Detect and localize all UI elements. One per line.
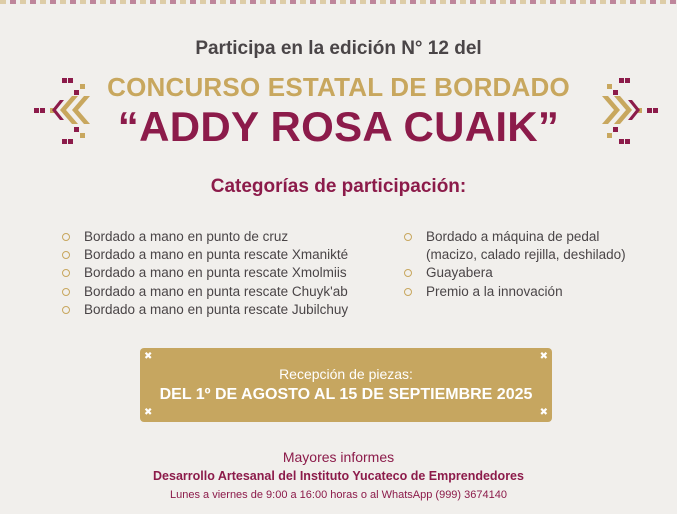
category-label: Bordado a mano en punta rescate Chuyk'ab xyxy=(84,283,348,299)
category-label: Bordado a mano en punta rescate Xmanikté xyxy=(84,247,349,263)
list-item xyxy=(62,264,382,282)
reception-label: Recepción de piezas: xyxy=(279,366,413,382)
more-info-label: Mayores informes xyxy=(282,449,395,465)
category-detail: (macizo, calado rejilla, deshilado) xyxy=(426,247,626,263)
categories-list-right xyxy=(404,228,664,301)
list-item xyxy=(62,246,382,264)
category-label: Bordado a mano en punta rescate Xmolmiis xyxy=(84,265,347,281)
ring-bullet-icon xyxy=(62,269,70,277)
embroidery-ornament-icon xyxy=(596,76,660,146)
reception-dates: DEL 1º DE AGOSTO AL 15 DE SEPTIEMBRE 2025 xyxy=(159,386,533,403)
category-label: Premio a la innovación xyxy=(426,283,563,299)
x-mark-icon: ✖ xyxy=(144,407,153,418)
organization-name: Desarrollo Artesanal del Instituto Yucateco de Emprendedores xyxy=(153,469,524,483)
contest-title: CONCURSO ESTATAL DE BORDADO xyxy=(107,72,570,102)
categories-title: Categorías de participación: xyxy=(210,176,467,197)
x-mark-icon: ✖ xyxy=(144,351,153,362)
ring-bullet-icon xyxy=(404,233,412,241)
category-label: Bordado a mano en punto de cruz xyxy=(84,229,289,244)
ring-bullet-icon xyxy=(62,251,70,259)
x-mark-icon: ✖ xyxy=(539,407,548,418)
list-item xyxy=(404,228,664,246)
category-label: Bordado a mano en punta rescate Jubilchuy xyxy=(84,301,349,317)
ring-bullet-icon xyxy=(62,233,70,241)
reception-banner xyxy=(140,348,552,422)
list-item-continuation xyxy=(404,246,664,264)
intro-text: Participa en la edición N° 12 del xyxy=(195,38,482,59)
category-label: Bordado a máquina de pedal xyxy=(426,229,600,244)
ring-bullet-icon xyxy=(62,306,70,314)
ring-bullet-icon xyxy=(62,288,70,296)
ring-bullet-icon xyxy=(404,269,412,277)
contact-hours: Lunes a viernes de 9:00 a 16:00 horas o al WhatsApp (999) 3674140 xyxy=(170,489,507,501)
list-item xyxy=(404,264,664,282)
contest-name: “ADDY ROSA CUAIK” xyxy=(117,103,560,150)
decorative-top-border xyxy=(0,0,677,4)
category-label: Guayabera xyxy=(426,265,493,281)
embroidery-ornament-icon xyxy=(32,76,96,146)
list-item xyxy=(62,283,382,301)
x-mark-icon: ✖ xyxy=(539,351,548,362)
list-item xyxy=(62,301,382,319)
ring-bullet-icon xyxy=(404,288,412,296)
list-item xyxy=(62,228,382,246)
list-item xyxy=(404,283,664,301)
categories-list-left xyxy=(62,228,382,319)
